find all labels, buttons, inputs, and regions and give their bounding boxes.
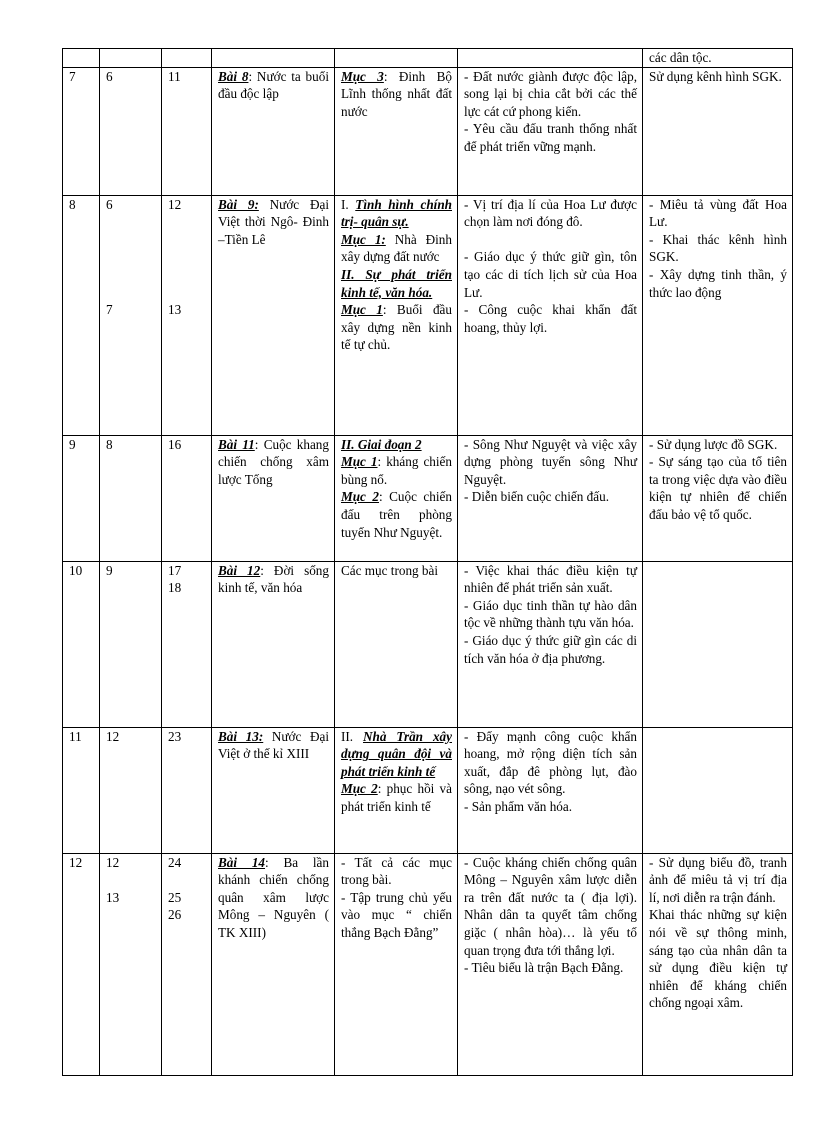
- section-text: Nhà Trần xây dựng quân đội và phát triển kinh tế: [341, 728, 452, 779]
- week-line: 8: [106, 436, 113, 452]
- cell-empty: [458, 49, 643, 68]
- lesson-number: Bài 12: [218, 562, 261, 578]
- cell-lesson: [212, 195, 335, 435]
- cell-section: [335, 195, 458, 435]
- cell-method: [643, 195, 793, 435]
- week-line: 13: [106, 889, 120, 905]
- lesson-title: Nước ta buổi đầu độc lập: [218, 68, 329, 102]
- cell-section: [335, 853, 458, 1075]
- cell-period: [162, 561, 212, 727]
- cell-empty: [63, 49, 100, 68]
- cell-content: [458, 195, 643, 435]
- period-line: 26: [168, 907, 182, 923]
- period-line: 17: [168, 562, 182, 578]
- section-text: : phục hồi và phát triển kinh tế: [341, 781, 452, 814]
- section-text: : Cuộc chiến đấu trên phòng tuyến Như Nguyệt.: [341, 489, 452, 540]
- lesson-title: Đời sống kinh tế, văn hóa: [218, 562, 329, 596]
- cell-lesson: [212, 67, 335, 195]
- period-line: 11: [168, 68, 181, 84]
- lesson-separator: [263, 729, 272, 744]
- section-text: Mục 2: [341, 489, 379, 505]
- method-line: Sử dụng kênh hình SGK.: [649, 68, 782, 84]
- section-text: Mục 2: [341, 781, 378, 797]
- method-line: - Miêu tả vùng đất Hoa Lư.: [649, 196, 787, 230]
- lesson-number: Bài 13:: [218, 728, 264, 744]
- curriculum-table: [62, 48, 793, 1076]
- cell-empty: [162, 49, 212, 68]
- period-line: [168, 284, 206, 302]
- cell-stt: 12: [63, 853, 100, 1075]
- cell-lesson: [212, 435, 335, 561]
- cell-stt: 8: [63, 195, 100, 435]
- period-line: [168, 248, 206, 266]
- week-line: [106, 266, 156, 284]
- cell-lesson: [212, 853, 335, 1075]
- table-row: [63, 727, 793, 853]
- period-line: 25: [168, 889, 182, 905]
- method-line: - Sự sáng tạo của tổ tiên ta trong việc dựa vào điều kiện tự nhiên để chiến đấu bảo vệ tổ quốc.: [649, 454, 787, 522]
- lesson-separator: :: [265, 854, 284, 870]
- cell-stt: 7: [63, 67, 100, 195]
- section-text: : Buổi đầu xây dựng nền kinh tế tự chủ.: [341, 302, 452, 353]
- content-line: - Giáo dục ý thức giữ gìn, tôn tạo các di tích lịch sử của Hoa Lư.: [464, 249, 637, 300]
- lesson-number: Bài 11: [218, 436, 255, 452]
- section-text: Tình hình chính trị- quân sự.: [341, 196, 452, 230]
- lesson-separator: [259, 197, 270, 212]
- lesson-title: Nước Đại Việt ở thế kỉ XIII: [218, 728, 330, 762]
- cell-method-continued: các dân tộc.: [643, 49, 793, 68]
- section-text: Các mục trong bài: [341, 562, 439, 578]
- section-text: Mục 3: [341, 68, 384, 84]
- table-row: [63, 67, 793, 195]
- method-line: - Khai thác kênh hình SGK.: [649, 231, 787, 265]
- cell-week: [100, 195, 162, 435]
- content-line: - Vị trí địa lí của Hoa Lư được chọn làm nơi đóng đô.: [464, 196, 637, 230]
- cell-lesson: [212, 727, 335, 853]
- cell-empty: [100, 49, 162, 68]
- cell-stt: 11: [63, 727, 100, 853]
- cell-content: [458, 67, 643, 195]
- table-row: [63, 435, 793, 561]
- table-row-continued: [63, 49, 793, 68]
- cell-section: [335, 727, 458, 853]
- content-line: - Việc khai thác điều kiện tự nhiên để phát triển sản xuất.: [464, 562, 637, 596]
- period-line: 13: [168, 302, 182, 318]
- cell-method: [643, 67, 793, 195]
- content-line: - Đẩy mạnh công cuộc khẩn hoang, mở rộng diện tích sản xuất, đắp đê phòng lụt, đào sông, nạo vét sông.: [464, 728, 637, 797]
- content-line: - Sản phẩm văn hóa.: [464, 798, 573, 814]
- cell-stt: 9: [63, 435, 100, 561]
- week-line: [106, 231, 156, 249]
- content-line: - Sông Như Nguyệt và việc xây dựng phòng tuyến sông Như Nguyệt.: [464, 436, 637, 487]
- week-line: [106, 248, 156, 266]
- method-line: Khai thác những sự kiện nói về sự thông minh, sáng tạo của nhân dân ta sử dụng điều kiện tự nhiên để kháng chiến chống ngoại xâm.: [649, 907, 787, 1011]
- content-line: - Giáo dục ý thức giữ gìn các di tích văn hóa ở địa phương.: [464, 632, 637, 666]
- lesson-separator: :: [248, 68, 257, 84]
- cell-empty: [335, 49, 458, 68]
- period-line: [168, 266, 206, 284]
- cell-lesson: [212, 561, 335, 727]
- method-line: - Sử dụng biểu đồ, tranh ảnh để miêu tả vị trí địa lí, nơi diễn ra trận đánh.: [649, 854, 787, 905]
- period-line: [168, 213, 206, 231]
- section-text: II. Sự phát triển kinh tế, văn hóa.: [341, 266, 452, 300]
- cell-period: [162, 853, 212, 1075]
- cell-method: [643, 561, 793, 727]
- cell-stt: 10: [63, 561, 100, 727]
- cell-period: [162, 727, 212, 853]
- section-text: Mục 1:: [341, 231, 386, 247]
- section-text: : kháng chiến bùng nổ.: [341, 454, 453, 487]
- section-text: Mục 1: [341, 454, 378, 470]
- section-text: II. Giai đoạn 2: [341, 436, 422, 452]
- period-line: 24: [168, 854, 182, 870]
- week-line: 6: [106, 68, 113, 84]
- cell-content: [458, 727, 643, 853]
- cell-week: [100, 435, 162, 561]
- content-line: - Yêu cầu đấu tranh thống nhất để phát triển vững mạnh.: [464, 121, 637, 154]
- period-line: 12: [168, 196, 182, 212]
- week-line: [106, 871, 156, 889]
- period-line: 18: [168, 580, 182, 596]
- table-row: [63, 853, 793, 1075]
- lesson-title: Nước Đại Việt thời Ngô- Đinh –Tiền Lê: [218, 196, 329, 247]
- week-line: 12: [106, 854, 120, 870]
- content-line: - Giáo dục tinh thần tự hào dân tộc về những thành tựu văn hóa.: [464, 597, 637, 631]
- period-line: [168, 871, 206, 889]
- lesson-title: Ba lần khánh chiến chống quân xâm lược Mông – Nguyên ( TK XIII): [218, 854, 329, 940]
- section-text: - Tất cả các mục trong bài.: [341, 854, 452, 888]
- week-line: 9: [106, 562, 113, 578]
- cell-content: [458, 435, 643, 561]
- period-line: [168, 231, 206, 249]
- cell-method: [643, 435, 793, 561]
- content-line: [464, 231, 637, 249]
- section-text: Mục 1: [341, 302, 383, 318]
- lesson-number: Bài 14: [218, 854, 266, 870]
- cell-week: [100, 67, 162, 195]
- table-row: [63, 195, 793, 435]
- cell-week: [100, 853, 162, 1075]
- cell-week: [100, 727, 162, 853]
- cell-period: [162, 195, 212, 435]
- lesson-separator: :: [260, 562, 274, 578]
- method-line: - Sử dụng lược đồ SGK.: [649, 436, 778, 452]
- week-line: [106, 213, 156, 231]
- cell-week: [100, 561, 162, 727]
- content-line: - Công cuộc khai khẩn đất hoang, thủy lợi.: [464, 302, 637, 335]
- content-line: - Tiêu biểu là trận Bạch Đằng.: [464, 960, 624, 976]
- cell-section: [335, 435, 458, 561]
- content-line: - Đất nước giành được độc lập, song lại bị chia cắt bởi các thế lực cát cứ phong kiến.: [464, 68, 637, 119]
- section-text: - Tập trung chủ yếu vào mục “ chiến thắng Bạch Đằng”: [341, 889, 452, 940]
- section-text: Nhà Đinh xây dựng đất nước: [341, 231, 452, 265]
- lesson-separator: :: [254, 436, 264, 452]
- cell-method: [643, 853, 793, 1075]
- week-line: 12: [106, 728, 120, 744]
- lesson-number: Bài 8: [218, 68, 249, 84]
- content-line: - Cuộc kháng chiến chống quân Mông – Nguyên xâm lược diễn ra trên đất nước ta ( địa lợi). Nhân dân ta quyết tâm chống giặc ( nhân hòa)… là yếu tố quan trọng đưa tới thắng lợi.: [464, 854, 637, 958]
- week-line: 7: [106, 302, 113, 318]
- cell-content: [458, 853, 643, 1075]
- week-line: [106, 284, 156, 302]
- week-line: 6: [106, 196, 113, 212]
- lesson-number: Bài 9:: [218, 196, 259, 212]
- section-text: I.: [341, 196, 356, 212]
- table-row: [63, 561, 793, 727]
- period-line: 23: [168, 728, 182, 744]
- section-text: II.: [341, 728, 364, 744]
- section-text: : Đinh Bộ Lĩnh thống nhất đất nước: [341, 68, 452, 119]
- cell-section: [335, 67, 458, 195]
- method-line: - Xây dựng tinh thần, ý thức lao động: [649, 266, 787, 300]
- cell-period: [162, 67, 212, 195]
- content-line: - Diễn biến cuộc chiến đấu.: [464, 489, 610, 505]
- period-line: 16: [168, 436, 182, 452]
- cell-content: [458, 561, 643, 727]
- lesson-title: Cuộc khang chiến chống xâm lược Tống: [218, 436, 329, 487]
- cell-method: [643, 727, 793, 853]
- cell-empty: [212, 49, 335, 68]
- cell-section: [335, 561, 458, 727]
- cell-period: [162, 435, 212, 561]
